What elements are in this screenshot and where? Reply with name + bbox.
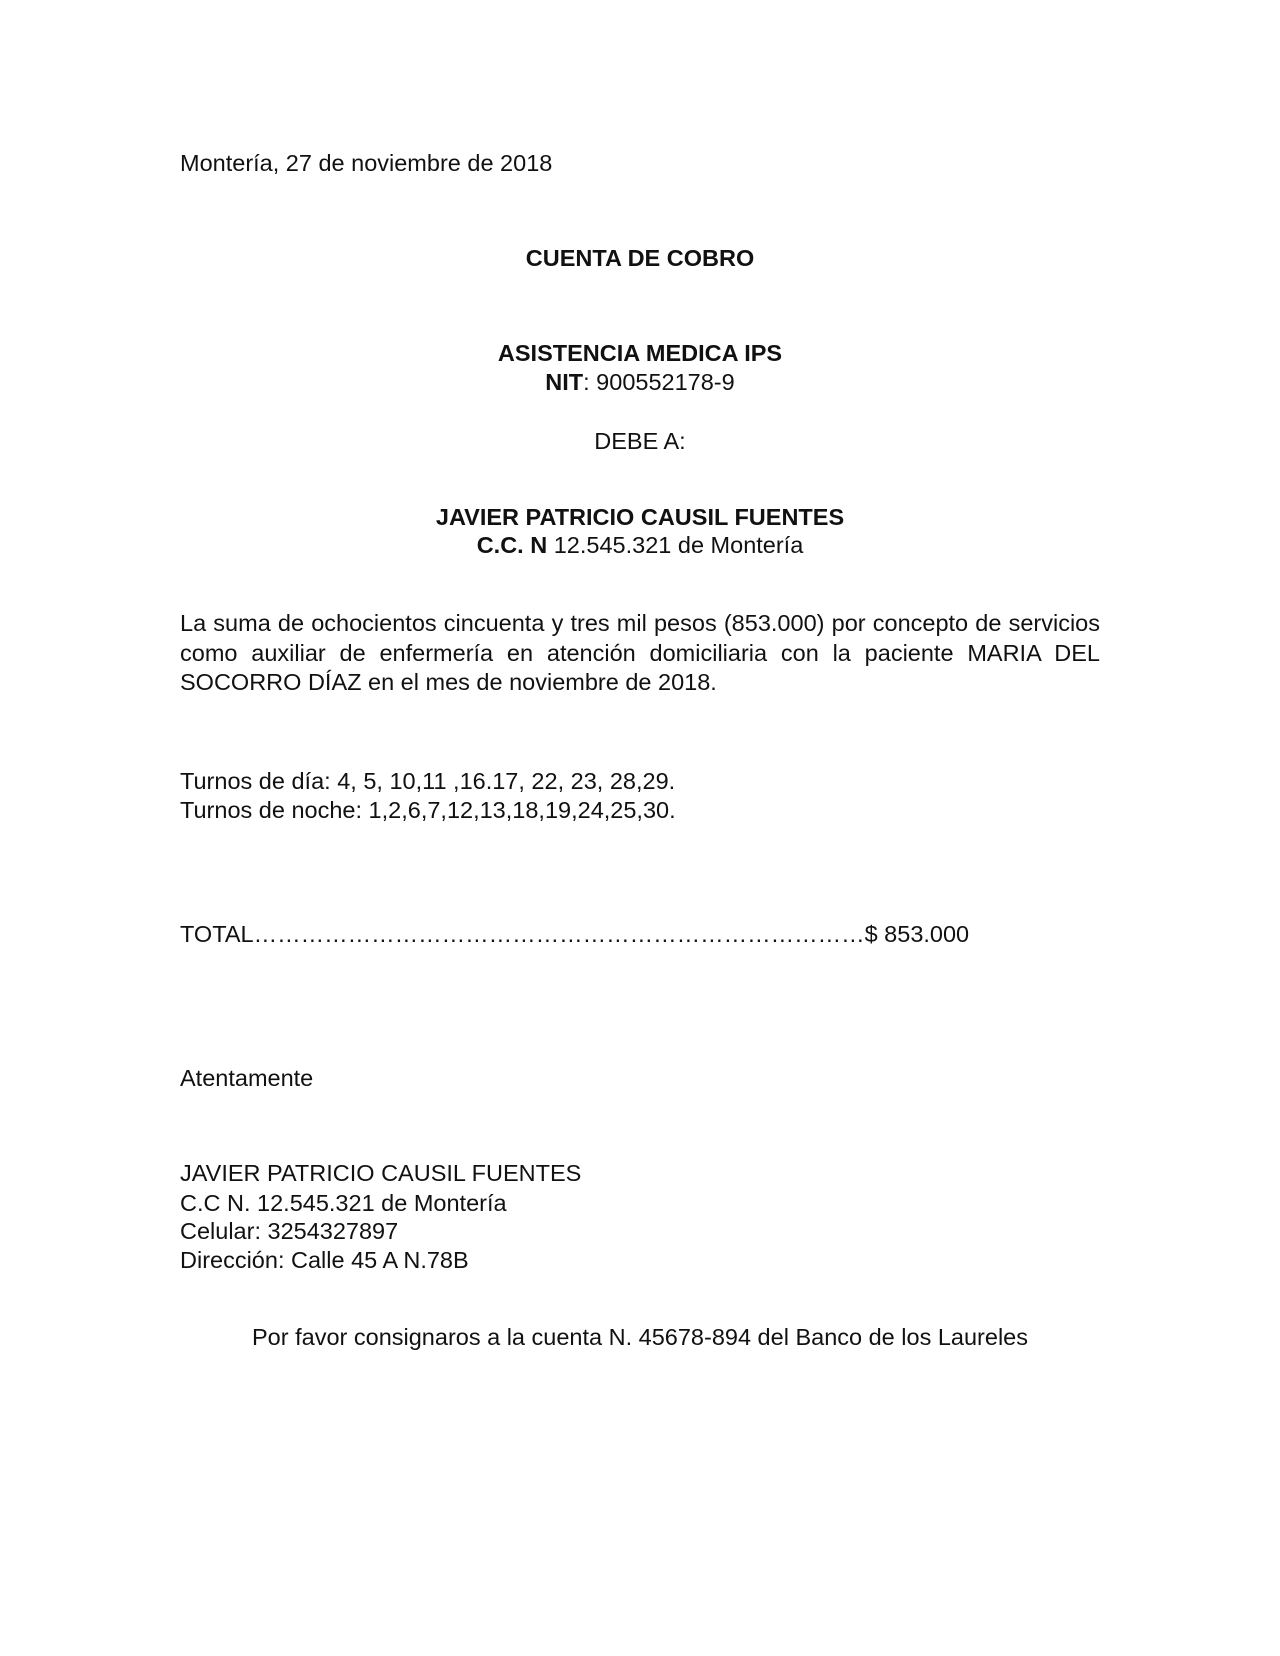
total-line bbox=[180, 920, 1100, 950]
creditor-name: JAVIER PATRICIO CAUSIL FUENTES bbox=[435, 504, 845, 530]
night-shifts: Turnos de noche: 1,2,6,7,12,13,18,19,24,25,30. bbox=[180, 797, 676, 823]
document-title: CUENTA DE COBRO bbox=[525, 245, 755, 271]
signature-phone: Celular: 3254327897 bbox=[180, 1218, 399, 1244]
creditor-id bbox=[180, 531, 1100, 561]
date-line: Montería, 27 de noviembre de 2018 bbox=[180, 150, 553, 176]
nit-value: : 900552178-9 bbox=[583, 369, 735, 395]
owes-to: DEBE A: bbox=[594, 428, 686, 454]
id-value: 12.545.321 de Montería bbox=[547, 532, 804, 558]
total-label: TOTAL…………………………………………………………………… bbox=[180, 921, 865, 947]
debtor-name: ASISTENCIA MEDICA IPS bbox=[497, 340, 783, 366]
body-paragraph: La suma de ochocientos cincuenta y tres mil pesos (853.000) por concepto de servicios como auxiliar de enfermería en atención domiciliaria con la paciente MARIA DEL SOCORRO DÍAZ en el mes de noviembre de 2018. bbox=[180, 610, 1100, 695]
signature-name: JAVIER PATRICIO CAUSIL FUENTES bbox=[180, 1160, 582, 1186]
closing: Atentamente bbox=[180, 1065, 314, 1091]
id-label: C.C. N bbox=[476, 532, 548, 558]
total-amount: $ 853.000 bbox=[864, 921, 970, 947]
nit-label: NIT bbox=[545, 369, 584, 395]
debtor-nit bbox=[180, 368, 1100, 398]
payment-note: Por favor consignaros a la cuenta N. 45678-894 del Banco de los Laureles bbox=[252, 1324, 1028, 1350]
signature-id: C.C N. 12.545.321 de Montería bbox=[180, 1190, 507, 1216]
day-shifts: Turnos de día: 4, 5, 10,11 ,16.17, 22, 23, 28,29. bbox=[180, 768, 676, 794]
signature-address: Dirección: Calle 45 A N.78B bbox=[180, 1247, 469, 1273]
